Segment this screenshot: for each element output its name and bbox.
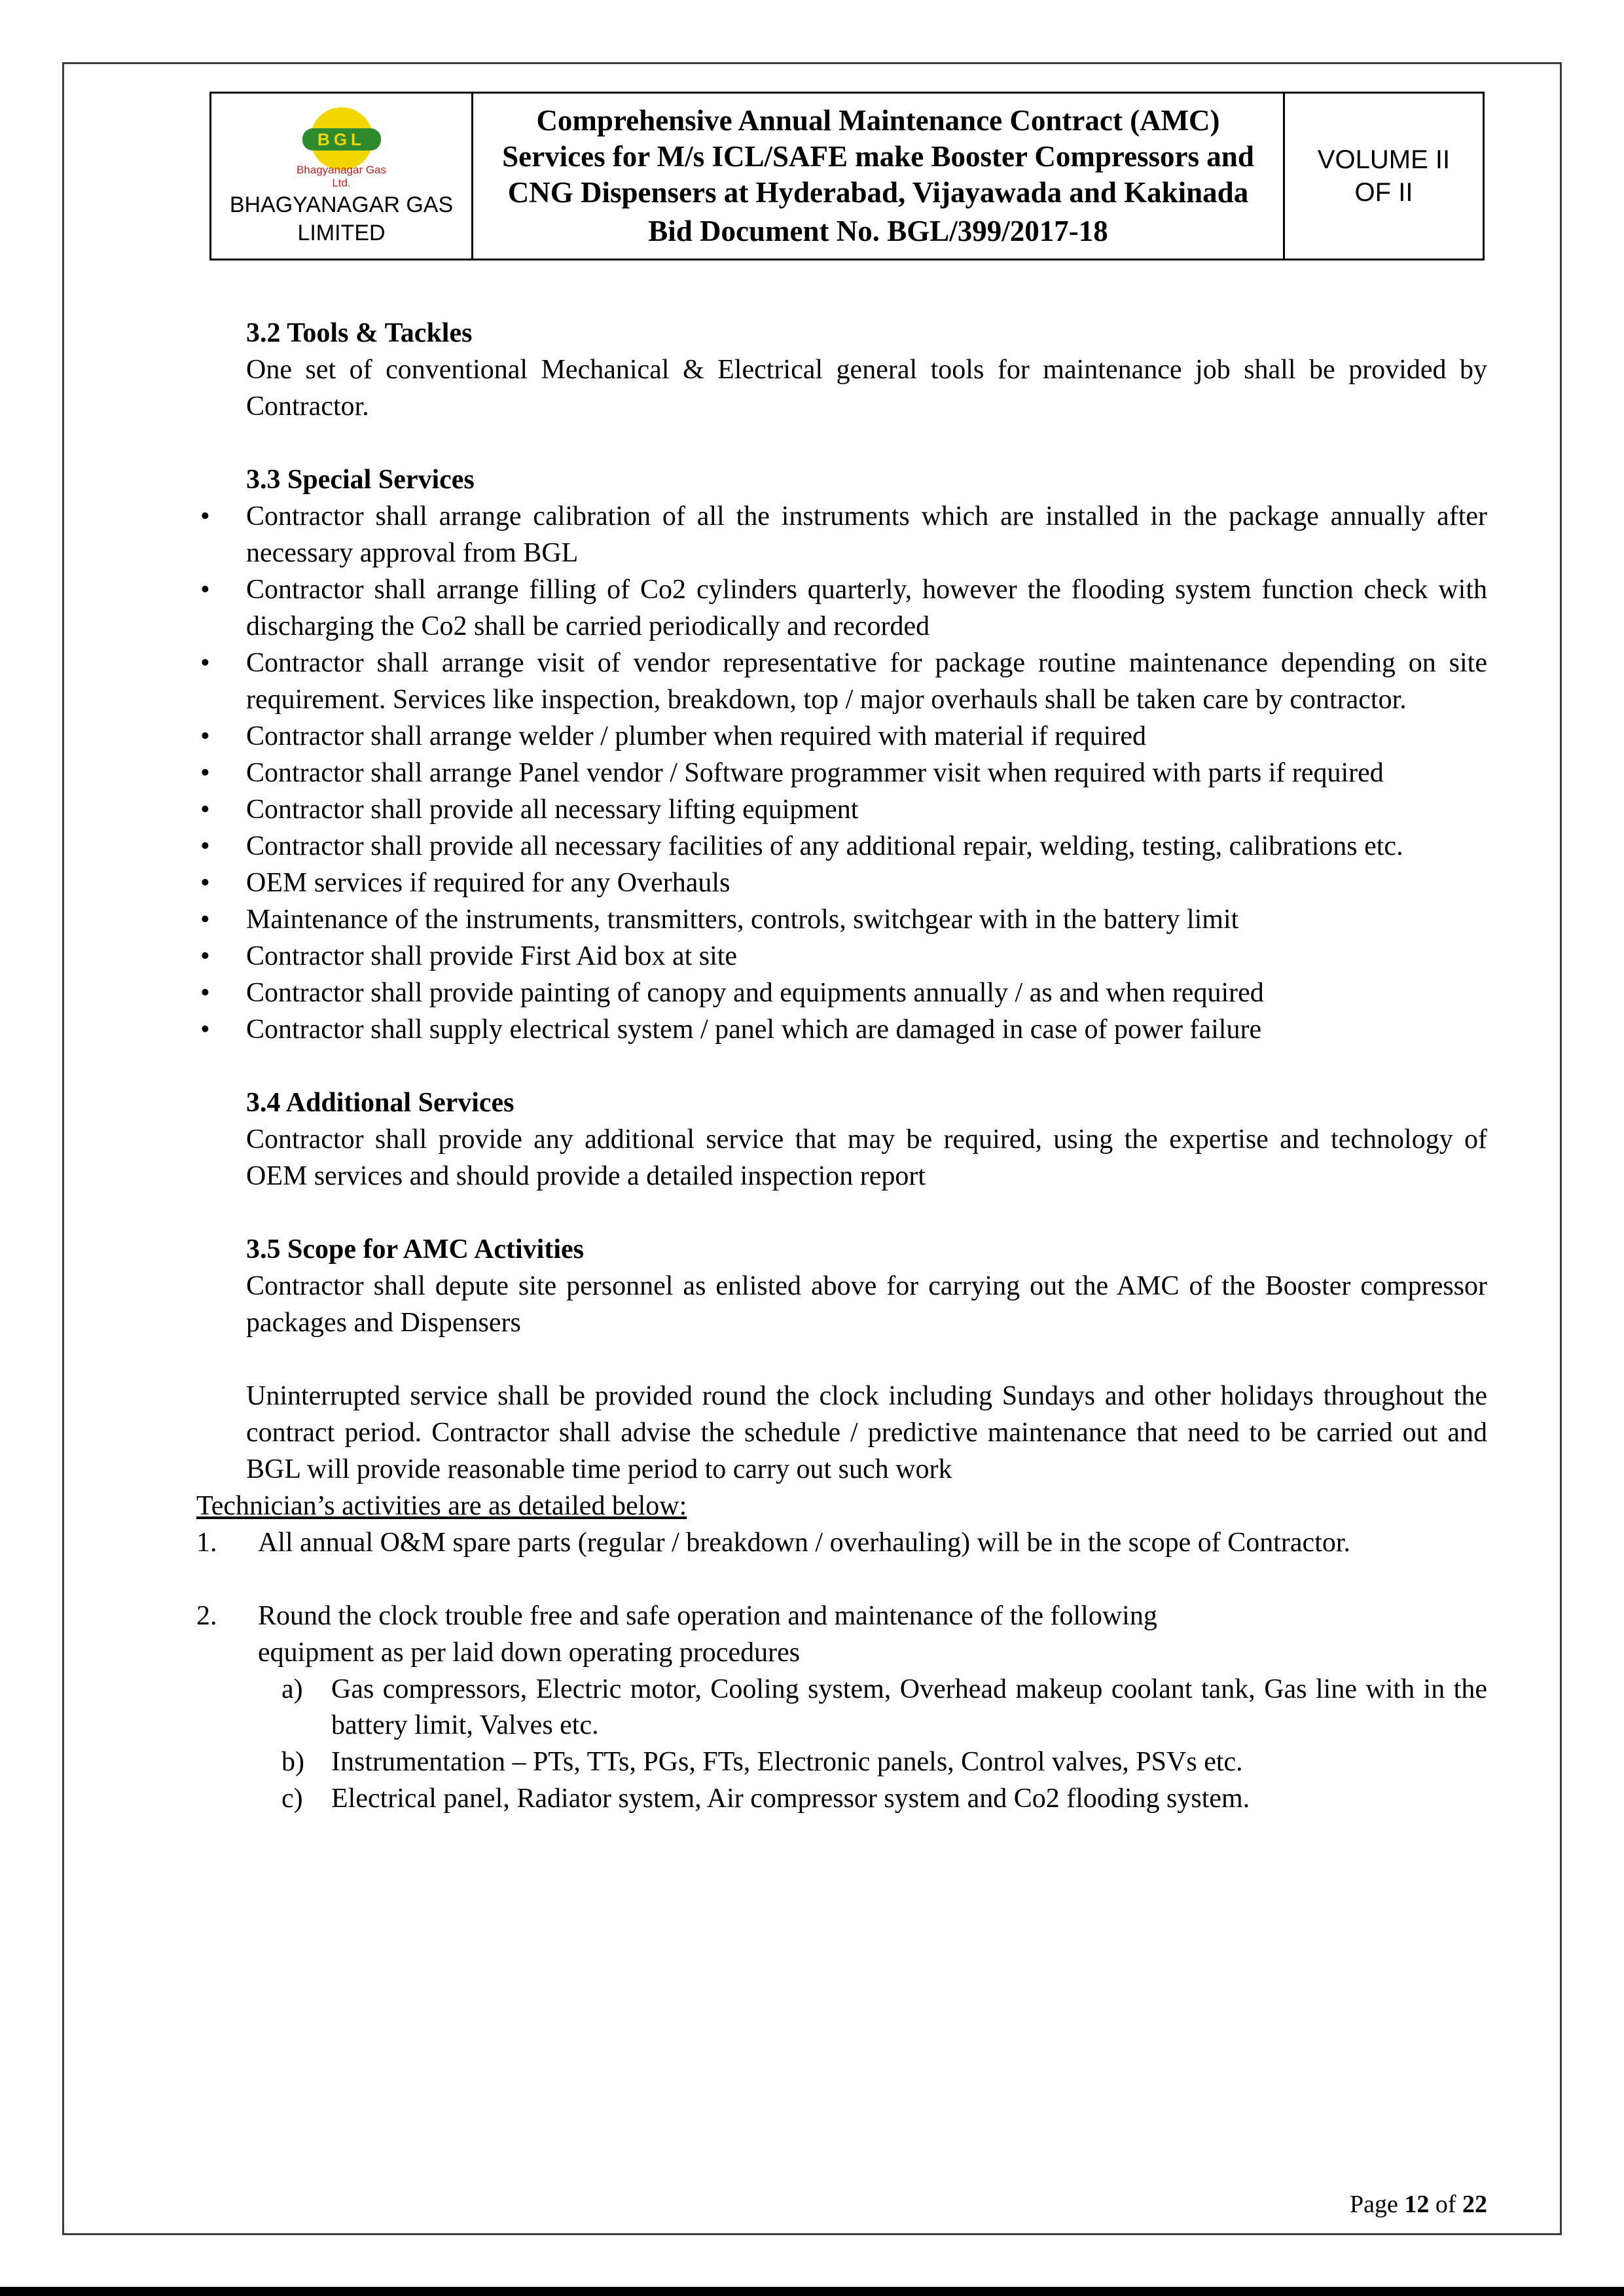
sub-item-text: Gas compressors, Electric motor, Cooling system, Overhead makeup coolant tank, Gas line with in the battery limit, Valves etc. <box>331 1674 1487 1741</box>
section-heading-additional-services: 3.4 Additional Services <box>246 1087 514 1118</box>
bullet-icon <box>196 829 246 865</box>
bid-document-number: Bid Document No. BGL/399/2017-18 <box>648 214 1108 247</box>
bullet-icon <box>196 1012 246 1049</box>
spacer <box>196 1195 1487 1232</box>
bullet-item <box>196 975 1487 1012</box>
document-header-table <box>209 92 1485 260</box>
logo-monogram: BGL <box>302 128 381 151</box>
sub-item-text: Instrumentation – PTs, TTs, PGs, FTs, Electronic panels, Control valves, PSVs etc. <box>331 1747 1243 1778</box>
logo-cell <box>211 94 473 259</box>
item-text: Round the clock trouble free and safe operation and maintenance of the following equipment as per laid down operating procedures <box>258 1600 1157 1668</box>
bullet-text: Contractor shall arrange visit of vendor representative for package routine maintenance depending on site requirement. Services like inspection, breakdown, top / major overhauls shall be taken care by contractor. <box>246 647 1487 715</box>
bullet-item <box>196 1012 1487 1049</box>
bullet-item <box>196 645 1487 719</box>
document-body <box>196 315 1487 1818</box>
bullet-icon <box>196 792 246 829</box>
bullet-text: Contractor shall provide painting of canopy and equipments annually / as and when required <box>246 977 1264 1008</box>
bullet-item <box>196 902 1487 939</box>
sub-item <box>281 1781 1487 1818</box>
bullet-text: Contractor shall arrange filling of Co2 cylinders quarterly, however the flooding system function check with discharging the Co2 shall be carried periodically and recorded <box>246 574 1487 641</box>
item-number: 1. <box>196 1527 217 1558</box>
section-heading-scope: 3.5 Scope for AMC Activities <box>246 1234 584 1265</box>
bullet-icon <box>196 572 246 645</box>
section-heading-tools: 3.2 Tools & Tackles <box>246 318 473 348</box>
bullet-icon <box>196 865 246 902</box>
document-title: Comprehensive Annual Maintenance Contract (AMC) Services for M/s ICL/SAFE make Booster Compressors and CNG Dispensers at Hyderabad, Vijayawada and Kakinada <box>502 104 1254 209</box>
footer-total-pages: 22 <box>1462 2191 1487 2218</box>
bullet-item <box>196 792 1487 829</box>
bullet-icon <box>196 645 246 719</box>
sub-item-letter: b) <box>281 1747 304 1778</box>
item-number: 2. <box>196 1600 217 1631</box>
bullet-text: Maintenance of the instruments, transmitters, controls, switchgear with in the battery limit <box>246 904 1239 935</box>
bullet-item <box>196 499 1487 572</box>
numbered-item <box>196 1598 1487 1672</box>
bullet-item <box>196 865 1487 902</box>
section-heading-special-services: 3.3 Special Services <box>246 464 475 495</box>
bullet-icon <box>196 902 246 939</box>
sub-item-letter: c) <box>281 1784 303 1814</box>
section-scope-paragraph-2: Uninterrupted service shall be provided round the clock including Sundays and other holidays throughout the contract period. Contractor shall advise the schedule / predictive maintenance that need to be carried out and BGL will provide reasonable time period to carry out such work <box>246 1380 1487 1484</box>
volume-label: VOLUME II OF II <box>1317 145 1451 207</box>
bullet-item <box>196 829 1487 865</box>
bullet-text: Contractor shall supply electrical system / panel which are damaged in case of power failure <box>246 1014 1262 1045</box>
bullet-icon <box>196 499 246 572</box>
spacer <box>196 1049 1487 1085</box>
bullet-text: Contractor shall provide all necessary facilities of any additional repair, welding, testing, calibrations etc. <box>246 831 1403 861</box>
footer-of-word: of <box>1435 2191 1456 2218</box>
bullet-icon <box>196 939 246 975</box>
bullet-item <box>196 719 1487 755</box>
footer-page-number: 12 <box>1404 2191 1430 2218</box>
logo-tagline: Bhagyanagar Gas Ltd. <box>296 164 387 190</box>
technician-activities-intro: Technician’s activities are as detailed below: <box>196 1490 687 1521</box>
section-scope-paragraph-1: Contractor shall depute site personnel as enlisted above for carrying out the AMC of the Booster compressor packages and Dispensers <box>246 1270 1487 1338</box>
bullet-icon <box>196 975 246 1012</box>
company-logo <box>293 105 391 190</box>
item-text: All annual O&M spare parts (regular / breakdown / overhauling) will be in the scope of Contractor. <box>258 1527 1351 1558</box>
bullet-text: Contractor shall arrange Panel vendor / Software programmer visit when required with parts if required <box>246 757 1384 788</box>
spacer <box>196 1342 1487 1378</box>
numbered-item <box>196 1525 1487 1562</box>
sub-item <box>281 1672 1487 1745</box>
sub-item <box>281 1744 1487 1781</box>
page-footer <box>1350 2190 1487 2219</box>
bullet-text: Contractor shall arrange calibration of all the instruments which are installed in the package annually after necessary approval from BGL <box>246 501 1487 568</box>
sub-item-letter: a) <box>281 1674 303 1704</box>
company-name: BHAGYANAGAR GAS LIMITED <box>229 192 454 245</box>
bullet-item <box>196 572 1487 645</box>
section-tools-paragraph: One set of conventional Mechanical & Electrical general tools for maintenance job shall be provided by Contractor. <box>246 354 1487 422</box>
bullet-text: Contractor shall provide First Aid box at site <box>246 941 738 971</box>
sub-item-text: Electrical panel, Radiator system, Air compressor system and Co2 flooding system. <box>331 1784 1250 1814</box>
title-cell <box>473 94 1285 259</box>
bullet-text: OEM services if required for any Overhauls <box>246 867 731 898</box>
footer-page-word: Page <box>1349 2191 1398 2218</box>
bullet-text: Contractor shall provide all necessary lifting equipment <box>246 794 859 825</box>
scan-edge-artifact <box>0 2287 1624 2296</box>
bullet-text: Contractor shall arrange welder / plumber when required with material if required <box>246 721 1146 751</box>
bullet-icon <box>196 719 246 755</box>
section-additional-paragraph: Contractor shall provide any additional service that may be required, using the expertise and technology of OEM services and should provide a detailed inspection report <box>246 1124 1487 1191</box>
spacer <box>196 1562 1487 1598</box>
bullet-icon <box>196 755 246 792</box>
spacer <box>196 425 1487 462</box>
bullet-item <box>196 939 1487 975</box>
bullet-item <box>196 755 1487 792</box>
